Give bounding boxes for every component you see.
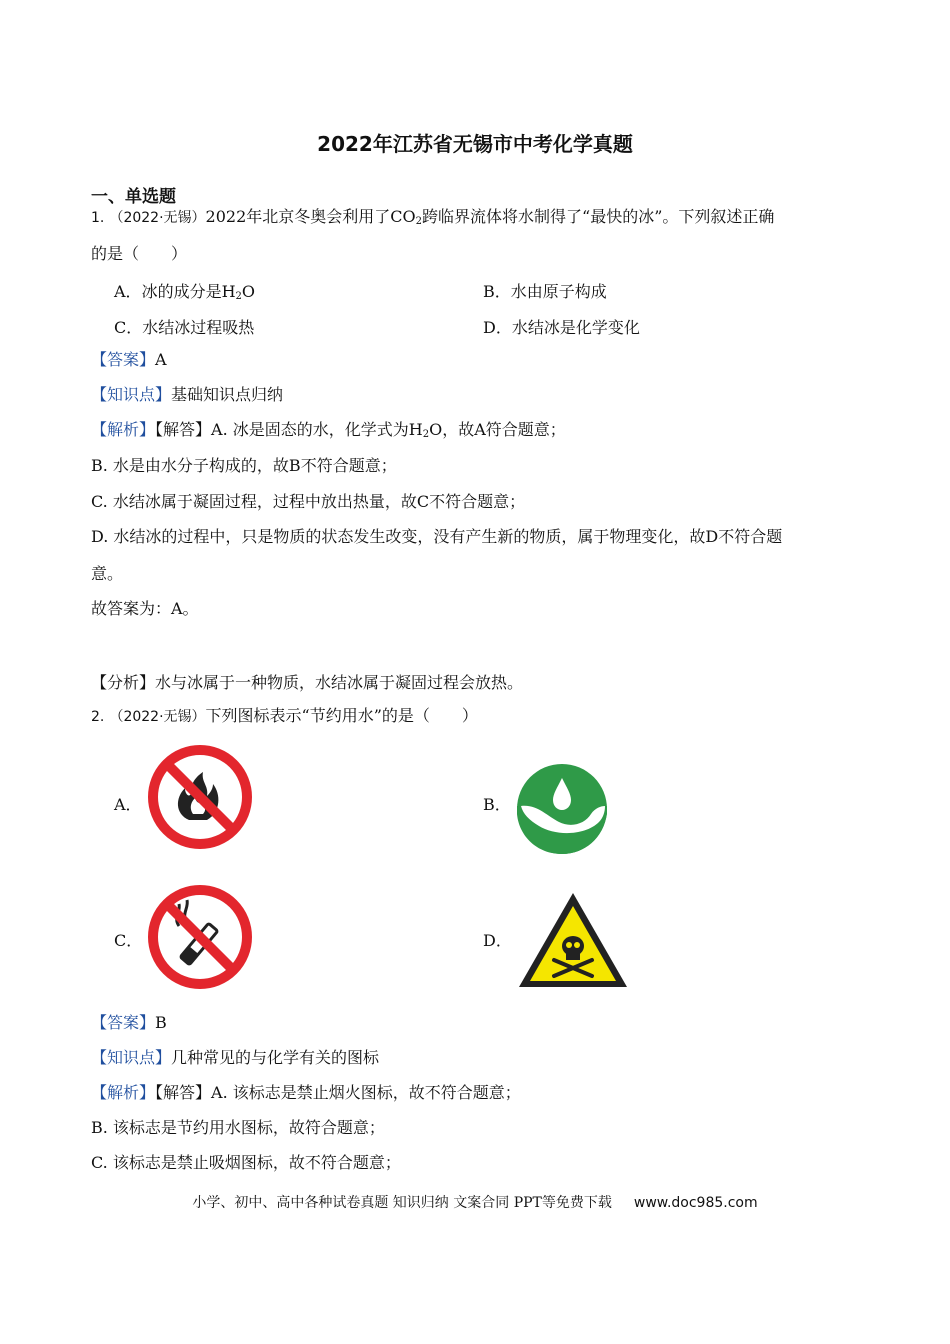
q2-analysis-1: 【解答】A. 该标志是禁止烟火图标，故不符合题意； bbox=[155, 1083, 521, 1102]
q1-analysis-1a: 【解答】A. 冰是固态的水，化学式为H bbox=[155, 420, 423, 439]
q1-fenxi: 【分析】水与冰属于一种物质，水结冰属于凝固过程会放热。 bbox=[91, 673, 524, 692]
q1-option-a-text: 冰的成分是H bbox=[141, 282, 236, 301]
no-fire-sign-icon[interactable] bbox=[145, 742, 255, 852]
q1-analysis-line4: D. 水结冰的过程中，只是物质的状态发生改变，没有产生新的物质，属于物理变化，故D不符合题 bbox=[91, 527, 783, 546]
q1-answer-tag: 【答案】 bbox=[91, 350, 156, 369]
q2-kp-text: 几种常见的与化学有关的图标 bbox=[171, 1048, 380, 1067]
q2-number: 2. bbox=[91, 709, 105, 725]
q1-analysis-line3: C. 水结冰属于凝固过程，过程中放出热量，故C不符合题意； bbox=[91, 492, 526, 511]
page-footer bbox=[0, 1192, 950, 1212]
q1-analysis-tag: 【解析】 bbox=[91, 420, 156, 439]
q2-kp-tag: 【知识点】 bbox=[91, 1048, 172, 1067]
q1-option-a-label: A． bbox=[114, 282, 142, 301]
q1-analysis-1b: O，故A符合题意； bbox=[429, 420, 566, 439]
q2-analysis-line2: B. 该标志是节约用水图标，故符合题意； bbox=[91, 1118, 385, 1137]
q2-answer-tag: 【答案】 bbox=[91, 1013, 156, 1032]
q2-stem-text: 下列图标表示“节约用水”的是（ ） bbox=[205, 706, 478, 725]
save-water-sign-icon[interactable] bbox=[515, 762, 609, 856]
q2-option-a-label[interactable]: A． bbox=[114, 795, 142, 814]
section-heading: 一、单选题 bbox=[91, 187, 176, 207]
q2-answer bbox=[91, 1012, 167, 1034]
q1-option-a[interactable] bbox=[114, 279, 255, 302]
q1-stem-b: 跨临界流体将水制得了“最快的冰”。下列叙述正确 bbox=[422, 207, 775, 226]
q2-analysis-tag: 【解析】 bbox=[91, 1083, 156, 1102]
q2-answer-value: B bbox=[155, 1013, 167, 1032]
page-title: 2022年江苏省无锡市中考化学真题 bbox=[317, 132, 633, 156]
q2-stem bbox=[91, 705, 478, 728]
q1-kp-tag: 【知识点】 bbox=[91, 385, 172, 404]
q2-analysis-line3: C. 该标志是禁止吸烟图标，故不符合题意； bbox=[91, 1153, 401, 1172]
q1-stem-line2: 的是（ ） bbox=[91, 244, 188, 263]
q1-option-b[interactable]: B．水由原子构成 bbox=[483, 282, 607, 301]
q2-option-c-label[interactable]: C． bbox=[114, 931, 143, 950]
footer-url-link[interactable]: www.doc985.com bbox=[633, 1195, 758, 1211]
q2-analysis-line1 bbox=[91, 1082, 521, 1104]
q1-analysis-1sub: 2 bbox=[422, 429, 430, 440]
q1-stem-sub: 2 bbox=[415, 216, 423, 227]
q1-answer bbox=[91, 349, 167, 371]
toxic-warning-sign-icon[interactable] bbox=[516, 890, 630, 990]
q1-knowledge-point bbox=[91, 384, 283, 406]
q1-option-d[interactable]: D．水结冰是化学变化 bbox=[483, 318, 640, 337]
q2-option-d-label[interactable]: D． bbox=[483, 931, 512, 950]
q1-analysis-line6: 故答案为：A。 bbox=[91, 599, 199, 618]
q1-analysis-line5: 意。 bbox=[91, 564, 124, 583]
q1-stem-a: 2022年北京冬奥会利用了CO bbox=[205, 207, 416, 226]
q1-number: 1. bbox=[91, 210, 105, 226]
no-smoking-sign-icon[interactable] bbox=[145, 882, 255, 992]
q1-stem bbox=[91, 206, 774, 233]
q2-source: （2022·无锡） bbox=[109, 709, 206, 725]
footer-text: 小学、初中、高中各种试卷真题 知识归纳 文案合同 PPT等免费下载 bbox=[192, 1195, 612, 1211]
q1-analysis-line1 bbox=[91, 419, 566, 446]
q1-analysis-line2: B. 水是由水分子构成的，故B不符合题意； bbox=[91, 456, 397, 475]
q1-source: （2022·无锡） bbox=[109, 210, 206, 226]
q1-option-c[interactable]: C．水结冰过程吸热 bbox=[114, 318, 255, 337]
q2-knowledge-point bbox=[91, 1047, 379, 1069]
q1-option-a-sub: 2 bbox=[235, 291, 242, 302]
q1-answer-value: A bbox=[155, 350, 167, 369]
q1-option-a-end: O bbox=[241, 282, 256, 301]
q2-option-b-label[interactable]: B． bbox=[483, 795, 511, 814]
q1-kp-text: 基础知识点归纳 bbox=[171, 385, 284, 404]
